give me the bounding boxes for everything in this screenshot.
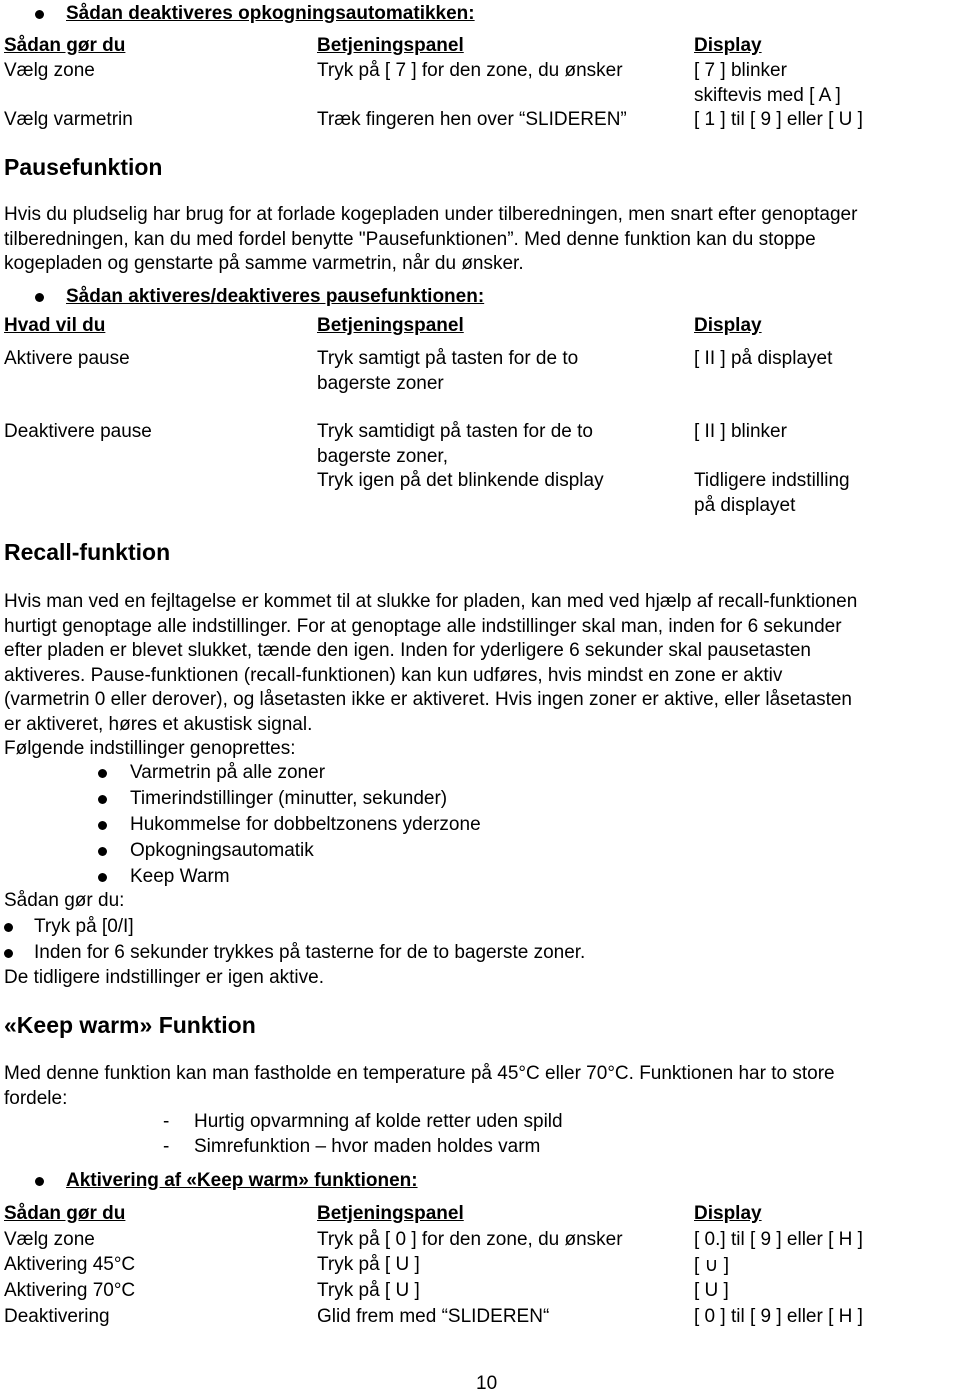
- column-header: Betjeningspanel: [317, 315, 464, 336]
- table-cell: Aktivere pause: [4, 348, 130, 369]
- table-cell: Glid frem med “SLIDEREN“: [317, 1306, 550, 1327]
- table-cell: [ 0 ] til [ 9 ] eller [ H ]: [694, 1306, 863, 1327]
- table-cell: [ II ] på displayet: [694, 348, 833, 369]
- table-cell: Tryk på [ 7 ] for den zone, du ønsker: [317, 60, 623, 81]
- column-header: Display: [694, 315, 762, 336]
- paragraph-line: tilberedningen, kan du med fordel benytte "Pausefunktionen”. Med denne funktion kan du stoppe: [4, 228, 816, 250]
- paragraph-line: Følgende indstillinger genoprettes:: [4, 738, 296, 759]
- closing-text: De tidligere indstillinger er igen aktive.: [4, 967, 324, 988]
- paragraph-line: fordele:: [4, 1087, 68, 1109]
- table-cell: Vælg zone: [4, 60, 95, 81]
- paragraph-line: efter pladen er blevet slukket, tænde den igen. Inden for yderligere 6 sekunder skal pausetasten: [4, 640, 811, 661]
- table-cell: Træk fingeren hen over “SLIDEREN”: [317, 109, 627, 130]
- bullet-icon: [98, 795, 107, 804]
- section-title: Pausefunktion: [4, 154, 163, 180]
- table-cell: [ II ] blinker: [694, 421, 787, 442]
- paragraph-line: Med denne funktion kan man fastholde en temperature på 45°C eller 70°C. Funktionen har to store: [4, 1063, 835, 1084]
- column-header: Display: [694, 35, 762, 56]
- bullet-icon: [98, 821, 107, 830]
- column-header: Display: [694, 1203, 762, 1224]
- table-cell: [ ∪ ]: [694, 1255, 730, 1276]
- column-header: Hvad vil du: [4, 315, 106, 336]
- list-item: Tryk på [0/I]: [34, 916, 134, 937]
- list-item: Hukommelse for dobbeltzonens yderzone: [130, 814, 481, 835]
- section-heading: Aktivering af «Keep warm» funktionen:: [66, 1170, 418, 1191]
- list-item: Timerindstillinger (minutter, sekunder): [130, 788, 448, 809]
- list-item: Keep Warm: [130, 866, 230, 887]
- table-cell: Tryk igen på det blinkende display: [317, 470, 604, 491]
- list-item: Simrefunktion – hvor maden holdes varm: [194, 1136, 541, 1157]
- list-item: Opkogningsautomatik: [130, 840, 314, 861]
- section-title: Recall-funktion: [4, 539, 171, 565]
- paragraph: [4, 203, 960, 277]
- bullet-icon: [4, 923, 13, 932]
- paragraph-line: er aktiveret, høres et akustisk signal.: [4, 713, 313, 735]
- paragraph-line: (varmetrin 0 eller derover), og låsetasten ikke er aktiveret. Hvis ingen zoner er aktive, eller låsetasten: [4, 689, 852, 710]
- table-cell: på displayet: [694, 495, 796, 516]
- bullet-icon: [35, 293, 44, 302]
- bullet-icon: [35, 10, 44, 19]
- paragraph: [4, 1062, 960, 1111]
- table-cell: Deaktivere pause: [4, 421, 152, 442]
- table-cell: skiftevis med [ A ]: [694, 85, 841, 106]
- paragraph-line: Hvis man ved en fejltagelse er kommet til at slukke for pladen, kan med ved hjælp af recall-funktionen: [4, 591, 858, 612]
- paragraph: [4, 590, 960, 762]
- table-cell: Tryk på [ U ]: [317, 1280, 420, 1301]
- bullet-icon: [98, 769, 107, 778]
- paragraph-line: aktiveres. Pause-funktionen (recall-funktionen) kan kun udføres, hvis mindst en zone er aktiv: [4, 664, 783, 686]
- column-header: Sådan gør du: [4, 35, 126, 56]
- page-number: 10: [476, 1373, 498, 1394]
- table-cell: Tidligere indstilling: [694, 470, 850, 491]
- table-cell: [ U ]: [694, 1280, 729, 1301]
- table-cell: Tryk på [ 0 ] for den zone, du ønsker: [317, 1229, 623, 1250]
- table-cell: [ 0.] til [ 9 ] eller [ H ]: [694, 1229, 863, 1250]
- section-heading: Sådan aktiveres/deaktiveres pausefunktionen:: [66, 286, 485, 307]
- list-item: Hurtig opvarmning af kolde retter uden spild: [194, 1111, 563, 1132]
- column-header: Betjeningspanel: [317, 35, 464, 56]
- bullet-icon: [4, 949, 13, 958]
- table-cell: Tryk samtidigt på tasten for de to: [317, 421, 593, 442]
- table-cell: Deaktivering: [4, 1306, 110, 1327]
- list-item: Varmetrin på alle zoner: [130, 762, 326, 783]
- paragraph-line: kogepladen og genstarte på samme varmetrin, når du ønsker.: [4, 253, 524, 274]
- table-cell: bagerste zoner,: [317, 446, 448, 467]
- howto-heading: Sådan gør du:: [4, 890, 125, 911]
- table-cell: [ 7 ] blinker: [694, 60, 787, 81]
- table-cell: Aktivering 45°C: [4, 1254, 136, 1275]
- section-title: «Keep warm» Funktion: [4, 1012, 256, 1038]
- paragraph-line: hurtigt genoptage alle indstillinger. For at genoptage alle indstillinger skal man, inden for 6 sekunder: [4, 615, 842, 637]
- table-cell: Tryk samtigt på tasten for de to: [317, 348, 579, 369]
- table-cell: bagerste zoner: [317, 373, 444, 394]
- dash-marker: -: [163, 1111, 170, 1132]
- table-cell: Aktivering 70°C: [4, 1280, 136, 1301]
- section-heading: Sådan deaktiveres opkogningsautomatikken:: [66, 3, 475, 24]
- table-cell: Vælg varmetrin: [4, 109, 133, 130]
- bullet-icon: [98, 847, 107, 856]
- list-item: Inden for 6 sekunder trykkes på tasterne for de to bagerste zoner.: [34, 942, 586, 963]
- dash-marker: -: [163, 1136, 170, 1157]
- table-cell: [ 1 ] til [ 9 ] eller [ U ]: [694, 109, 863, 130]
- bullet-icon: [98, 873, 107, 882]
- column-header: Sådan gør du: [4, 1203, 126, 1224]
- bullet-icon: [35, 1177, 44, 1186]
- table-cell: Tryk på [ U ]: [317, 1254, 420, 1275]
- paragraph-line: Hvis du pludselig har brug for at forlade kogepladen under tilberedningen, men snart efter genoptager: [4, 204, 858, 225]
- column-header: Betjeningspanel: [317, 1203, 464, 1224]
- table-cell: Vælg zone: [4, 1229, 95, 1250]
